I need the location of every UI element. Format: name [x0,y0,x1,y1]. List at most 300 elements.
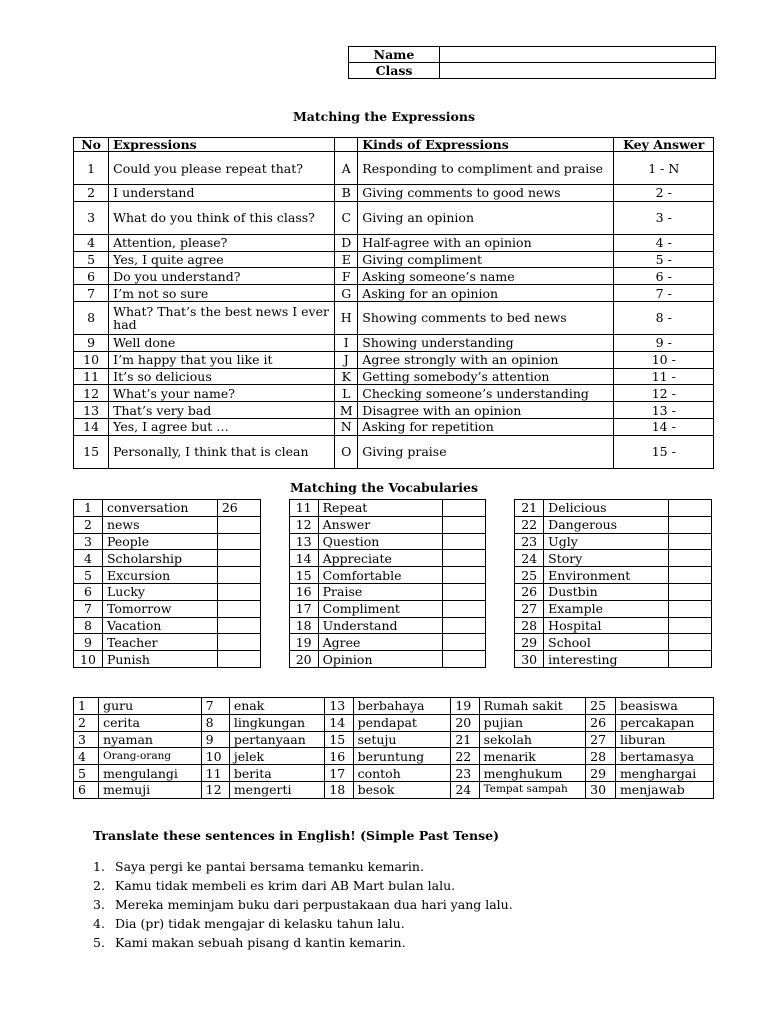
sentence-list [93,857,513,952]
vocab-answer[interactable] [217,550,260,567]
vocab-number: 15 [289,567,318,584]
key-answer[interactable]: 2 - [614,185,714,202]
sentence-item [93,876,513,895]
sentence-number: 2. [93,878,105,893]
kind-text: Responding to compliment and praise [358,152,614,185]
expression-row [74,435,714,468]
kind-text: Asking for repetition [358,418,614,435]
translation-word: lingkungan [229,714,325,731]
translation-number: 22 [451,748,479,765]
translation-word: sekolah [479,731,586,748]
vocab-answer[interactable] [443,634,486,651]
vocab-answer[interactable] [669,567,712,584]
vocab-number: 22 [515,516,544,533]
vocab-answer[interactable] [443,567,486,584]
translation-number: 18 [325,781,353,798]
expression-row [74,385,714,402]
kind-letter: E [335,251,358,268]
vocab-row [74,617,712,634]
key-answer[interactable]: 11 - [614,368,714,385]
expression-text: Do you understand? [109,268,335,285]
sentence-item [93,914,513,933]
translation-number: 29 [586,765,616,782]
vocab-number: 20 [289,651,318,668]
translation-word: contoh [353,765,451,782]
translation-number: 15 [325,731,353,748]
vocab-word: interesting [544,651,669,668]
translation-word: menarik [479,748,586,765]
vocab-gap [486,550,515,567]
vocab-answer[interactable] [217,533,260,550]
translation-number: 20 [451,714,479,731]
vocabularies-title: Matching the Vocabularies [289,480,479,495]
expression-text: It’s so delicious [109,368,335,385]
vocab-answer[interactable] [669,500,712,517]
translation-word: guru [99,698,202,715]
translation-number: 8 [201,714,229,731]
sentence-text: Saya pergi ke pantai bersama temanku kemarin. [115,859,424,874]
expression-row [74,418,714,435]
vocab-number: 19 [289,634,318,651]
vocab-word: Tomorrow [102,600,217,617]
vocab-word: People [102,533,217,550]
translation-number: 24 [451,781,479,798]
vocab-number: 6 [74,583,103,600]
expression-text: Attention, please? [109,234,335,251]
vocab-number: 16 [289,583,318,600]
sentence-item [93,895,513,914]
kind-letter: I [335,334,358,351]
vocabularies-table [73,499,712,668]
vocab-answer[interactable] [217,617,260,634]
translation-number: 26 [586,714,616,731]
vocab-gap [260,583,289,600]
expression-number: 6 [74,268,109,285]
vocab-word: Appreciate [318,550,443,567]
sentence-text: Mereka meminjam buku dari perpustakaan dua hari yang lalu. [115,897,513,912]
key-answer[interactable]: 9 - [614,334,714,351]
vocab-answer[interactable] [217,516,260,533]
vocab-gap [260,533,289,550]
translation-word: mengulangi [99,765,202,782]
expression-text: What do you think of this class? [109,201,335,234]
translation-word: jelek [229,748,325,765]
vocab-answer[interactable] [443,651,486,668]
name-label: Name [349,47,440,63]
expression-row [74,251,714,268]
kind-letter: C [335,201,358,234]
vocab-answer[interactable] [217,567,260,584]
translation-number: 17 [325,765,353,782]
vocab-word: Compliment [318,600,443,617]
vocab-number: 21 [515,500,544,517]
expression-text: Yes, I quite agree [109,251,335,268]
kind-letter: K [335,368,358,385]
vocab-answer[interactable]: 26 [217,500,260,517]
kind-text: Checking someone’s understanding [358,385,614,402]
kind-text: Giving an opinion [358,201,614,234]
kind-text: Half-agree with an opinion [358,234,614,251]
vocab-word: Question [318,533,443,550]
kind-letter: H [335,301,358,334]
translation-word: pertanyaan [229,731,325,748]
vocab-word: conversation [102,500,217,517]
translation-word: pujian [479,714,586,731]
expression-row [74,301,714,334]
vocab-number: 8 [74,617,103,634]
translation-number: 28 [586,748,616,765]
translation-number: 6 [74,781,99,798]
key-answer[interactable]: 14 - [614,418,714,435]
vocab-number: 10 [74,651,103,668]
expression-row [74,185,714,202]
translation-word: pendapat [353,714,451,731]
vocab-gap [486,634,515,651]
translation-number: 2 [74,714,99,731]
col-key: Key Answer [614,138,714,152]
vocab-word: Environment [544,567,669,584]
translation-word: Rumah sakit [479,698,586,715]
translation-row [74,748,714,765]
class-label: Class [349,63,440,79]
sentence-number: 4. [93,916,105,931]
kind-letter: L [335,385,358,402]
kind-text: Giving comments to good news [358,185,614,202]
expression-number: 11 [74,368,109,385]
vocab-answer[interactable] [443,500,486,517]
translation-word: Tempat sampah [479,781,586,798]
vocab-word: news [102,516,217,533]
translation-word: berbahaya [353,698,451,715]
sentence-text: Kamu tidak membeli es krim dari AB Mart bulan lalu. [115,878,456,893]
col-kinds: Kinds of Expressions [358,138,614,152]
vocab-answer[interactable] [669,634,712,651]
key-answer[interactable]: 12 - [614,385,714,402]
vocab-number: 29 [515,634,544,651]
expression-row [74,152,714,185]
vocab-word: Repeat [318,500,443,517]
expression-text: Personally, I think that is clean [109,435,335,468]
col-no: No [74,138,109,152]
vocab-answer[interactable] [443,533,486,550]
vocab-answer[interactable] [443,583,486,600]
vocab-word: Punish [102,651,217,668]
col-expressions: Expressions [109,138,335,152]
kind-text: Asking someone’s name [358,268,614,285]
vocab-word: Vacation [102,617,217,634]
expression-number: 8 [74,301,109,334]
translation-word: Orang-orang [99,748,202,765]
sentence-number: 1. [93,859,105,874]
vocab-row [74,634,712,651]
vocab-answer[interactable] [669,516,712,533]
vocab-gap [260,567,289,584]
expression-number: 7 [74,285,109,302]
expression-row [74,351,714,368]
vocab-answer[interactable] [217,634,260,651]
expression-number: 15 [74,435,109,468]
sentence-item [93,857,513,876]
vocab-word: Praise [318,583,443,600]
key-answer[interactable]: 6 - [614,268,714,285]
vocab-number: 27 [515,600,544,617]
key-answer[interactable]: 15 - [614,435,714,468]
vocab-row [74,516,712,533]
key-answer[interactable]: 3 - [614,201,714,234]
translation-number: 16 [325,748,353,765]
kind-letter: J [335,351,358,368]
translation-number: 30 [586,781,616,798]
translation-number: 9 [201,731,229,748]
vocab-answer[interactable] [217,583,260,600]
vocab-gap [486,500,515,517]
vocab-number: 9 [74,634,103,651]
translation-number: 27 [586,731,616,748]
vocab-number: 23 [515,533,544,550]
key-answer[interactable]: 8 - [614,301,714,334]
name-field[interactable] [440,47,716,63]
kind-letter: M [335,402,358,419]
kind-letter: O [335,435,358,468]
kind-text: Agree strongly with an opinion [358,351,614,368]
kind-text: Giving compliment [358,251,614,268]
translation-word: beasiswa [615,698,713,715]
kind-letter: D [335,234,358,251]
vocab-number: 30 [515,651,544,668]
vocab-word: Lucky [102,583,217,600]
vocab-gap [486,533,515,550]
vocab-answer[interactable] [669,533,712,550]
expression-number: 3 [74,201,109,234]
vocab-gap [260,600,289,617]
expression-text: Could you please repeat that? [109,152,335,185]
vocab-number: 25 [515,567,544,584]
expressions-table [73,137,714,469]
expression-row [74,234,714,251]
vocab-number: 28 [515,617,544,634]
vocab-answer[interactable] [443,550,486,567]
sentence-item [93,933,513,952]
expression-number: 5 [74,251,109,268]
translation-word: cerita [99,714,202,731]
expression-number: 9 [74,334,109,351]
expression-number: 14 [74,418,109,435]
vocab-row [74,500,712,517]
translation-row [74,714,714,731]
col-letter [335,138,358,152]
translation-number: 23 [451,765,479,782]
key-answer[interactable]: 5 - [614,251,714,268]
kind-letter: N [335,418,358,435]
kind-text: Getting somebody’s attention [358,368,614,385]
kind-letter: B [335,185,358,202]
translation-word: besok [353,781,451,798]
translation-number: 13 [325,698,353,715]
vocab-number: 13 [289,533,318,550]
translation-word: setuju [353,731,451,748]
vocab-gap [260,617,289,634]
expression-number: 12 [74,385,109,402]
vocab-word: Opinion [318,651,443,668]
vocab-gap [486,617,515,634]
expression-row [74,201,714,234]
vocab-answer[interactable] [669,651,712,668]
translation-number: 3 [74,731,99,748]
vocab-gap [486,651,515,668]
translation-number: 21 [451,731,479,748]
vocab-row [74,533,712,550]
vocab-number: 11 [289,500,318,517]
expression-row [74,368,714,385]
name-class-table [348,46,716,79]
vocab-number: 7 [74,600,103,617]
kind-text: Asking for an opinion [358,285,614,302]
vocab-gap [260,500,289,517]
vocab-word: Answer [318,516,443,533]
kind-text: Disagree with an opinion [358,402,614,419]
vocab-gap [260,550,289,567]
vocab-answer[interactable] [669,583,712,600]
kind-text: Showing understanding [358,334,614,351]
kind-letter: F [335,268,358,285]
vocab-word: Delicious [544,500,669,517]
translation-word: enak [229,698,325,715]
vocab-gap [260,634,289,651]
expression-row [74,285,714,302]
translations-table [73,697,714,799]
key-answer[interactable]: 13 - [614,402,714,419]
translation-word: menghargai [615,765,713,782]
vocab-answer[interactable] [443,516,486,533]
expression-number: 2 [74,185,109,202]
key-answer[interactable]: 4 - [614,234,714,251]
vocab-answer[interactable] [669,550,712,567]
vocab-word: Comfortable [318,567,443,584]
expression-number: 1 [74,152,109,185]
expression-text: I’m not so sure [109,285,335,302]
vocab-number: 1 [74,500,103,517]
expression-text: Yes, I agree but … [109,418,335,435]
translation-number: 7 [201,698,229,715]
vocab-gap [260,516,289,533]
vocab-number: 5 [74,567,103,584]
vocab-row [74,600,712,617]
vocab-word: Ugly [544,533,669,550]
vocab-answer[interactable] [669,600,712,617]
expression-text: What? That’s the best news I ever had [109,301,335,334]
sentence-text: Dia (pr) tidak mengajar di kelasku tahun lalu. [115,916,405,931]
vocab-gap [486,600,515,617]
vocab-row [74,550,712,567]
translation-number: 5 [74,765,99,782]
translation-row [74,731,714,748]
vocab-word: Example [544,600,669,617]
vocab-word: School [544,634,669,651]
key-answer[interactable]: 1 - N [614,152,714,185]
vocab-answer[interactable] [669,617,712,634]
vocab-gap [486,516,515,533]
expression-text: What’s your name? [109,385,335,402]
vocab-number: 17 [289,600,318,617]
translation-word: menjawab [615,781,713,798]
translation-number: 14 [325,714,353,731]
sentence-number: 5. [93,935,105,950]
expression-text: I’m happy that you like it [109,351,335,368]
translation-word: beruntung [353,748,451,765]
vocab-gap [486,583,515,600]
vocab-word: Agree [318,634,443,651]
kind-text: Giving praise [358,435,614,468]
key-answer[interactable]: 10 - [614,351,714,368]
vocab-word: Teacher [102,634,217,651]
translation-word: memuji [99,781,202,798]
sentence-text: Kami makan sebuah pisang d kantin kemarin. [115,935,406,950]
vocab-number: 12 [289,516,318,533]
vocab-answer[interactable] [443,617,486,634]
vocab-answer[interactable] [443,600,486,617]
vocab-gap [260,651,289,668]
translation-number: 10 [201,748,229,765]
vocab-word: Story [544,550,669,567]
translation-word: mengerti [229,781,325,798]
vocab-number: 14 [289,550,318,567]
translation-number: 1 [74,698,99,715]
vocab-answer[interactable] [217,651,260,668]
translation-row [74,765,714,782]
vocab-number: 3 [74,533,103,550]
kind-letter: A [335,152,358,185]
translation-word: berita [229,765,325,782]
expression-text: Well done [109,334,335,351]
vocab-word: Excursion [102,567,217,584]
expression-text: That’s very bad [109,402,335,419]
translation-word: bertamasya [615,748,713,765]
translation-number: 25 [586,698,616,715]
class-field[interactable] [440,63,716,79]
translation-number: 11 [201,765,229,782]
expressions-title: Matching the Expressions [292,109,476,124]
translation-number: 19 [451,698,479,715]
vocab-number: 4 [74,550,103,567]
translation-number: 4 [74,748,99,765]
translation-number: 12 [201,781,229,798]
vocab-answer[interactable] [217,600,260,617]
key-answer[interactable]: 7 - [614,285,714,302]
vocab-number: 18 [289,617,318,634]
vocab-word: Dangerous [544,516,669,533]
vocab-word: Scholarship [102,550,217,567]
vocab-row [74,583,712,600]
translate-instruction: Translate these sentences in English! (Simple Past Tense) [93,828,499,843]
vocab-word: Understand [318,617,443,634]
kind-letter: G [335,285,358,302]
vocab-word: Dustbin [544,583,669,600]
translation-row [74,781,714,798]
vocab-row [74,567,712,584]
expression-number: 10 [74,351,109,368]
translation-word: menghukum [479,765,586,782]
kind-text: Showing comments to bed news [358,301,614,334]
expression-row [74,268,714,285]
expression-row [74,402,714,419]
translation-word: percakapan [615,714,713,731]
translation-word: nyaman [99,731,202,748]
translation-word: liburan [615,731,713,748]
expression-text: I understand [109,185,335,202]
vocab-row [74,651,712,668]
vocab-number: 26 [515,583,544,600]
vocab-gap [486,567,515,584]
